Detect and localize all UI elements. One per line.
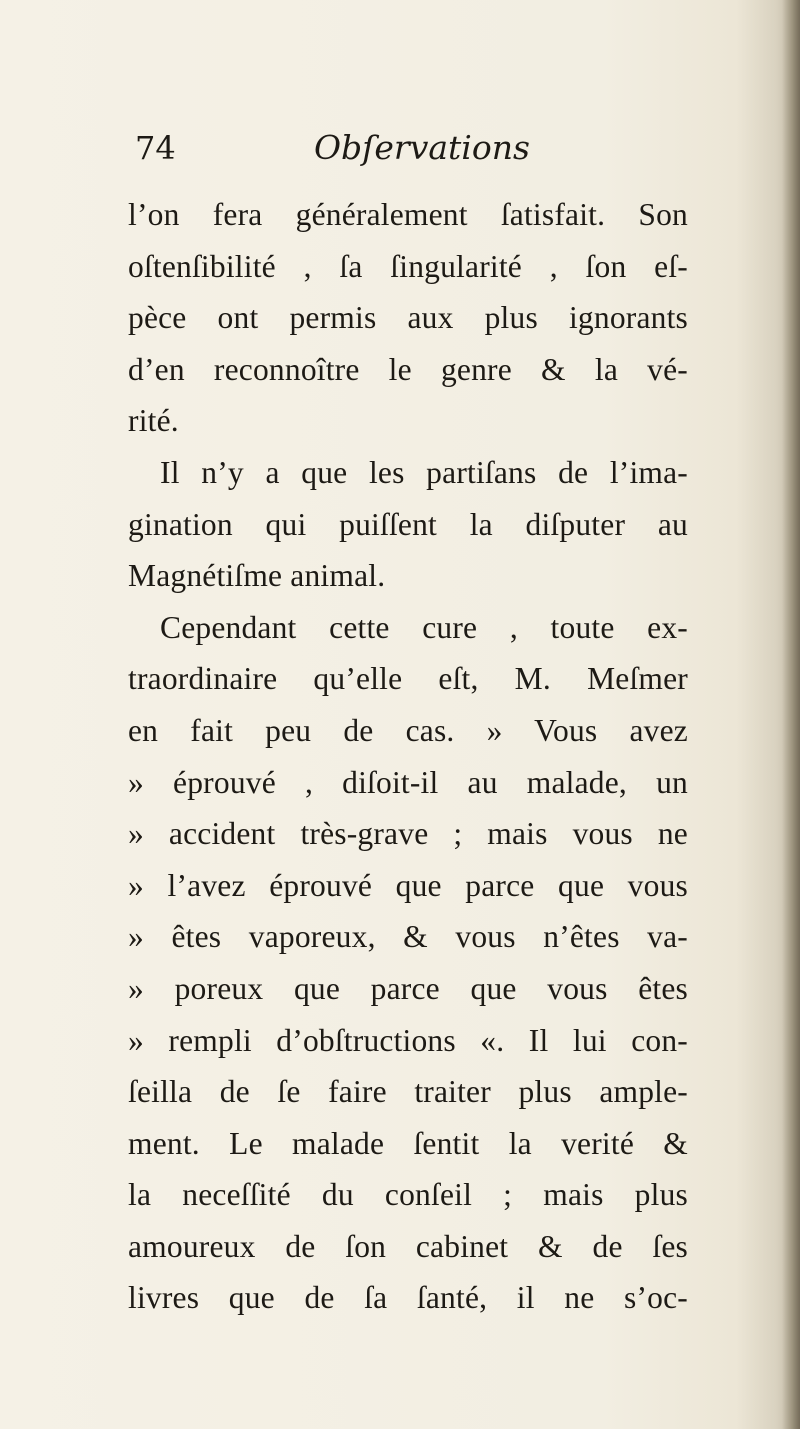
text-line: Magnétiſme animal.	[128, 558, 386, 594]
page-header	[135, 118, 695, 178]
text-line: l’on fera généralement ſatisfait. Son	[128, 197, 688, 232]
running-title: Obſervations	[314, 128, 530, 167]
text-line: livres que de ſa ſanté, il ne s’oc-	[128, 1280, 688, 1316]
text-line: la neceſſité du conſeil ; mais plus	[128, 1177, 688, 1213]
text-line: » êtes vaporeux, & vous n’êtes va-	[128, 919, 688, 955]
body-text	[128, 189, 688, 1324]
text-line: » l’avez éprouvé que parce que vous	[128, 867, 688, 903]
text-line: rité.	[128, 403, 179, 439]
text-line: » poreux que parce que vous êtes	[128, 970, 688, 1006]
text-line: Cependant cette cure , toute ex-	[160, 609, 688, 645]
page-number: 74	[135, 129, 176, 167]
page-edge-shadow	[782, 0, 800, 1429]
text-line: amoureux de ſon cabinet & de ſes	[128, 1228, 688, 1264]
text-line: » éprouvé , diſoit-il au malade, un	[128, 764, 688, 800]
text-line: » accident très-grave ; mais vous ne	[128, 816, 688, 852]
text-line: » rempli d’obſtructions «. Il lui con-	[128, 1022, 688, 1058]
text-line: en fait peu de cas. » Vous avez	[128, 712, 688, 748]
text-line: ſeilla de ſe faire traiter plus ample-	[128, 1074, 688, 1110]
text-line: traordinaire qu’elle eſt, M. Meſmer	[128, 661, 688, 697]
text-line: d’en reconnoître le genre & la vé-	[128, 351, 688, 387]
text-line: oſtenſibilité , ſa ſingularité , ſon eſ-	[128, 248, 688, 284]
text-line: gination qui puiſſent la diſputer au	[128, 506, 688, 542]
text-line: pèce ont permis aux plus ignorants	[128, 300, 688, 336]
text-line: Il n’y a que les partiſans de l’ima-	[160, 454, 688, 490]
text-line: ment. Le malade ſentit la verité &	[128, 1125, 688, 1161]
